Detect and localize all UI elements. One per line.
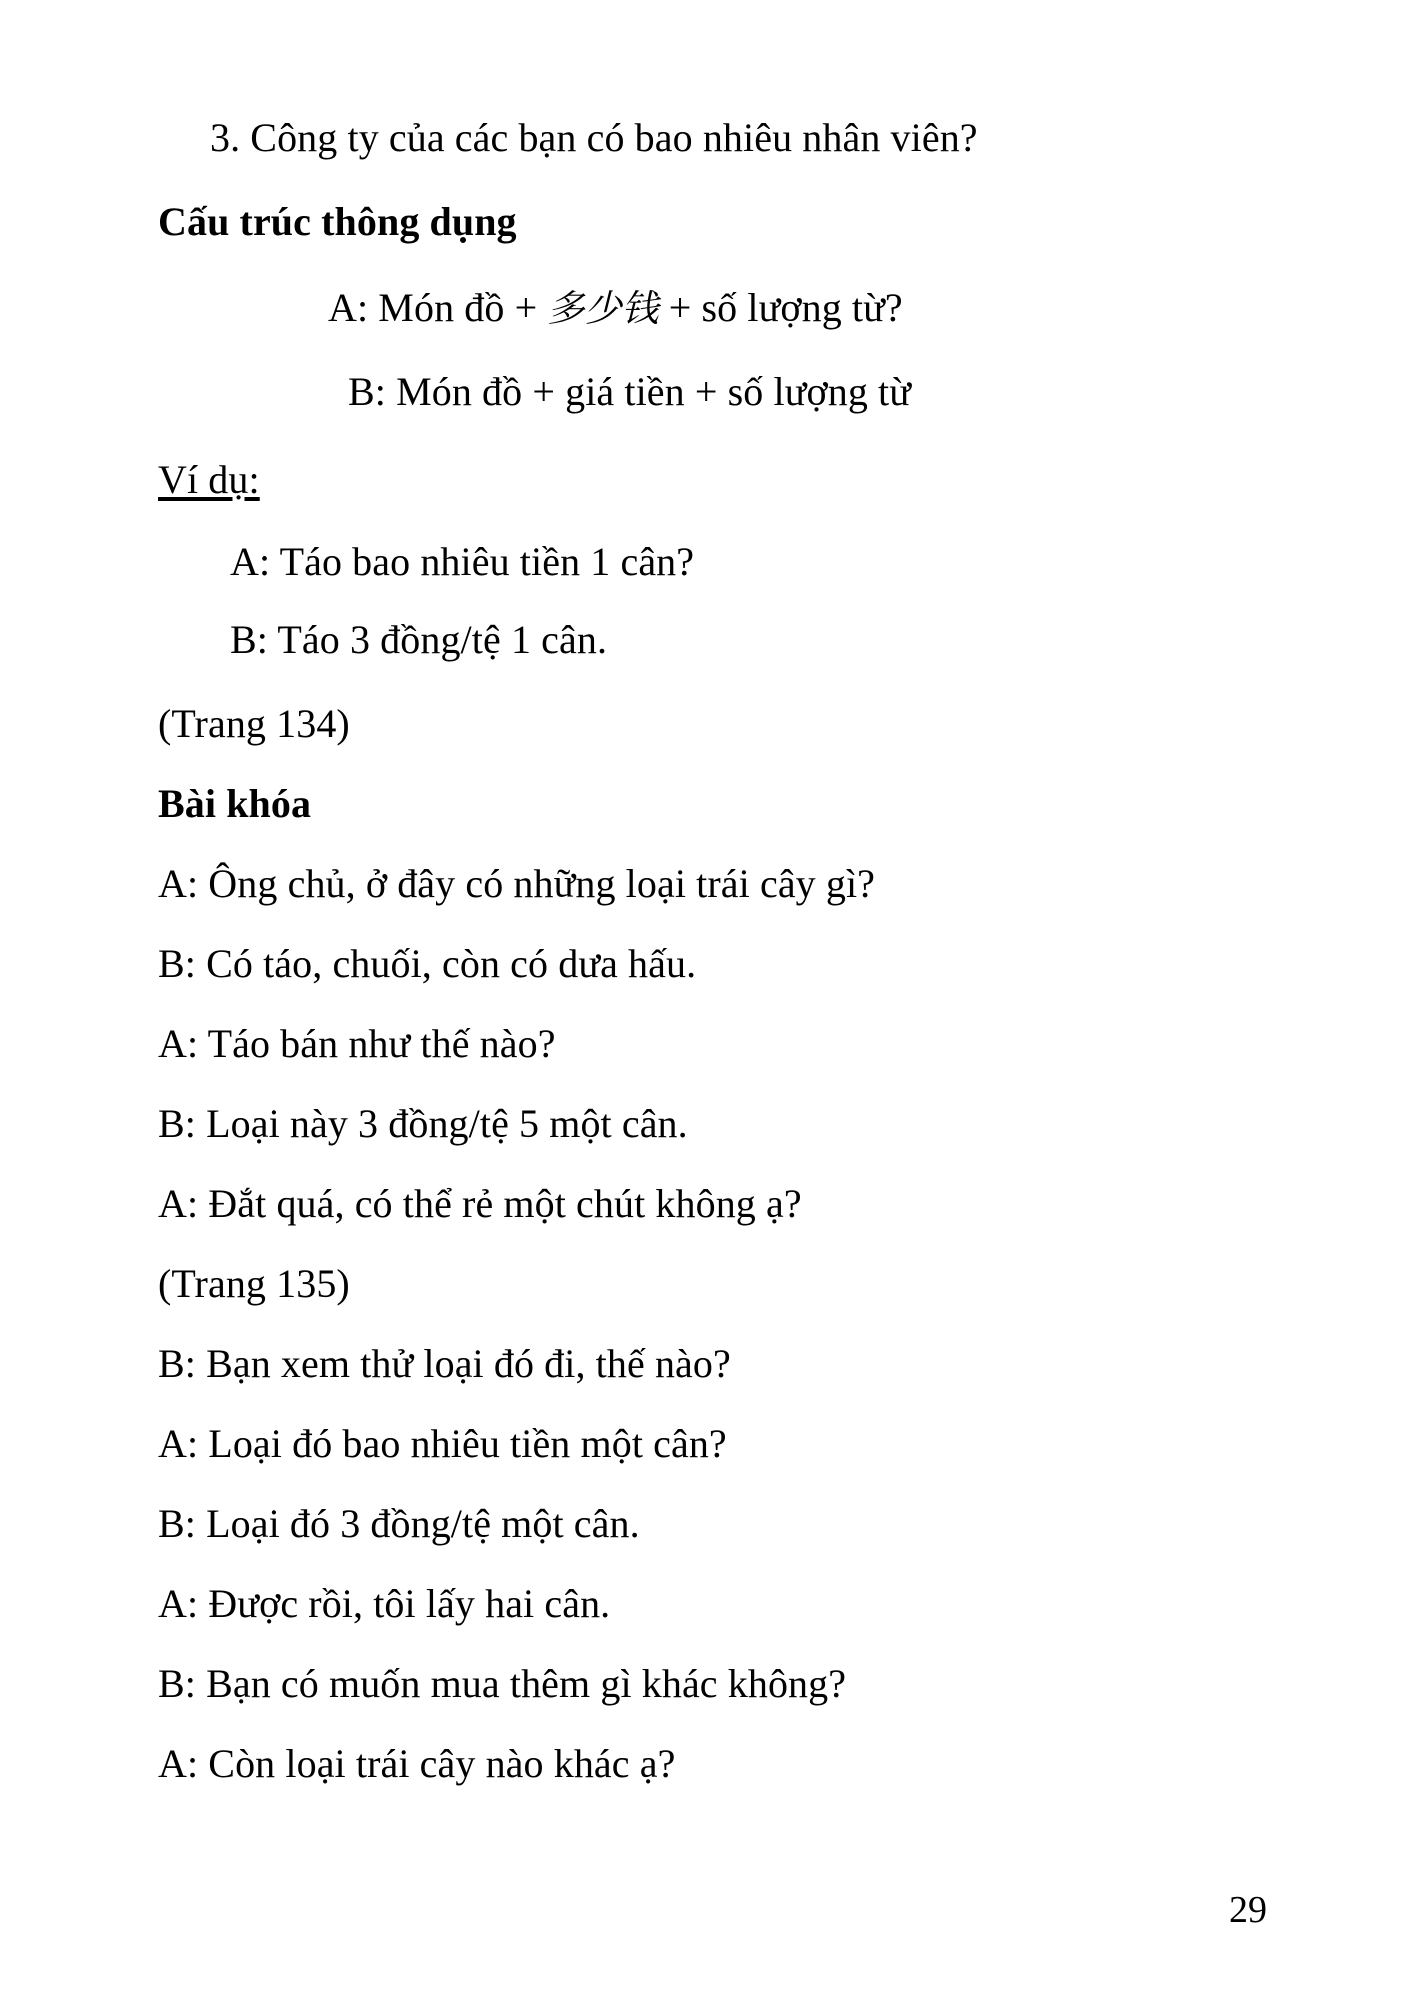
example-label — [158, 457, 1248, 502]
structure-pattern-a-chinese: 多少钱 — [547, 287, 659, 330]
dialogue-line: B: Có táo, chuối, còn có dưa hấu. — [158, 941, 697, 986]
dialogue-line: A: Loại đó bao nhiêu tiền một cân? — [158, 1421, 727, 1466]
page-number: 29 — [1229, 1889, 1267, 1931]
section-heading-structure: Cấu trúc thông dụng — [158, 199, 517, 244]
page-reference-135: (Trang 135) — [158, 1261, 350, 1306]
dialogue-line: B: Loại này 3 đồng/tệ 5 một cân. — [158, 1101, 688, 1146]
dialogue-line: A: Ông chủ, ở đây có những loại trái cây gì? — [158, 861, 876, 906]
structure-pattern-a — [158, 285, 1248, 330]
section-heading-reading: Bài khóa — [158, 781, 312, 826]
example-line-a: A: Táo bao nhiêu tiền 1 cân? — [230, 539, 695, 584]
structure-pattern-b: B: Món đồ + giá tiền + số lượng từ — [348, 369, 912, 414]
question-item-3: 3. Công ty của các bạn có bao nhiêu nhân viên? — [210, 115, 978, 160]
page-content — [158, 115, 1248, 1786]
example-label-text: Ví dụ: — [158, 457, 260, 502]
dialogue-line: B: Loại đó 3 đồng/tệ một cân. — [158, 1501, 640, 1546]
structure-pattern-a-prefix: A: Món đồ + — [328, 285, 548, 330]
structure-pattern-a-suffix: + số lượng từ? — [658, 285, 903, 330]
dialogue-line: A: Còn loại trái cây nào khác ạ? — [158, 1741, 676, 1786]
dialogue-line: A: Đắt quá, có thể rẻ một chút không ạ? — [158, 1181, 802, 1226]
dialogue-line: A: Táo bán như thế nào? — [158, 1021, 556, 1066]
example-line-b: B: Táo 3 đồng/tệ 1 cân. — [230, 617, 608, 662]
dialogue-line: A: Được rồi, tôi lấy hai cân. — [158, 1581, 611, 1626]
dialogue-line: B: Bạn xem thử loại đó đi, thế nào? — [158, 1341, 731, 1386]
page-reference-134: (Trang 134) — [158, 701, 350, 746]
dialogue-line: B: Bạn có muốn mua thêm gì khác không? — [158, 1661, 847, 1706]
